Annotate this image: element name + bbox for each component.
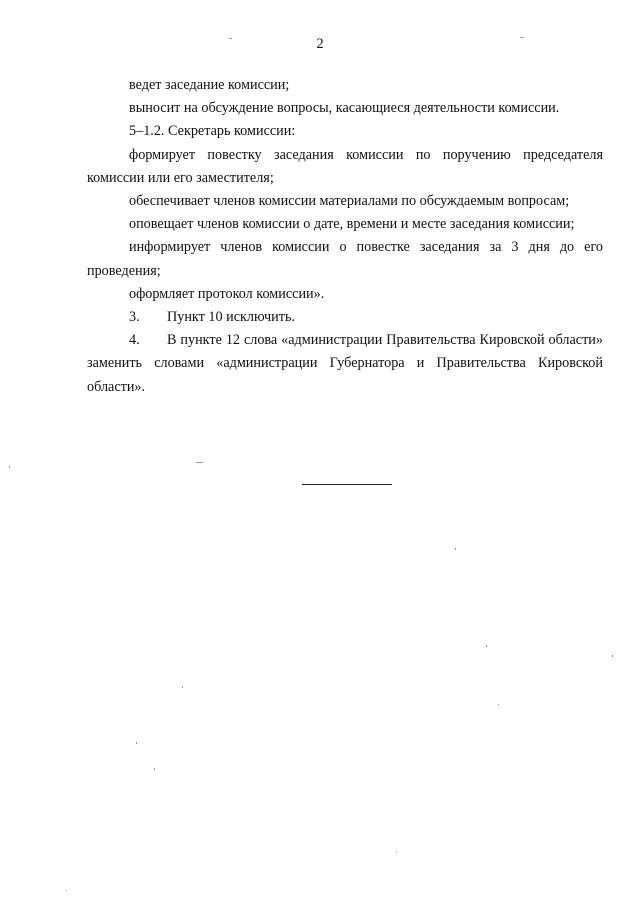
scan-speck: [66, 890, 67, 891]
paragraph: информирует членов комиссии о повестке заседания за 3 дня до его проведения;: [87, 239, 603, 279]
item-number: 3.: [129, 309, 140, 326]
scan-speck: [229, 38, 232, 39]
item-number: 4.: [129, 332, 140, 349]
end-separator-line: [302, 484, 392, 485]
paragraph: оформляет протокол комиссии».: [129, 285, 325, 302]
scan-speck: [182, 686, 183, 688]
paragraph: 5–1.2. Секретарь комиссии:: [129, 123, 296, 140]
scan-speck: [520, 37, 524, 38]
scan-speck: [455, 548, 456, 550]
scan-speck: [9, 466, 10, 468]
item-text: В пункте 12 слова «администрации Правительства Кировской области» заменить словами «администрации Губернатора и Правительства Кировской области».: [87, 332, 603, 395]
scan-speck: [196, 462, 203, 463]
scan-speck: [136, 742, 137, 744]
paragraph: оповещает членов комиссии о дате, времени и месте заседания комиссии;: [129, 216, 575, 233]
item-text: Пункт 10 исключить.: [167, 309, 295, 326]
scan-speck: [396, 852, 397, 853]
numbered-item: [87, 329, 603, 399]
scan-speck: [498, 704, 499, 705]
numbered-item: [87, 306, 603, 329]
document-body: [87, 74, 603, 399]
paragraph: ведет заседание комиссии;: [129, 77, 290, 93]
scan-speck: [612, 655, 613, 657]
paragraph: выносит на обсуждение вопросы, касающиеся деятельности комиссии.: [129, 100, 560, 117]
scan-speck: [486, 645, 487, 647]
scan-speck: [154, 768, 155, 770]
paragraph: обеспечивает членов комиссии материалами по обсуждаемым вопросам;: [129, 193, 570, 210]
paragraph: формирует повестку заседания комиссии по поручению председателя комиссии или его заместителя;: [87, 146, 603, 186]
page-number: 2: [316, 36, 324, 52]
